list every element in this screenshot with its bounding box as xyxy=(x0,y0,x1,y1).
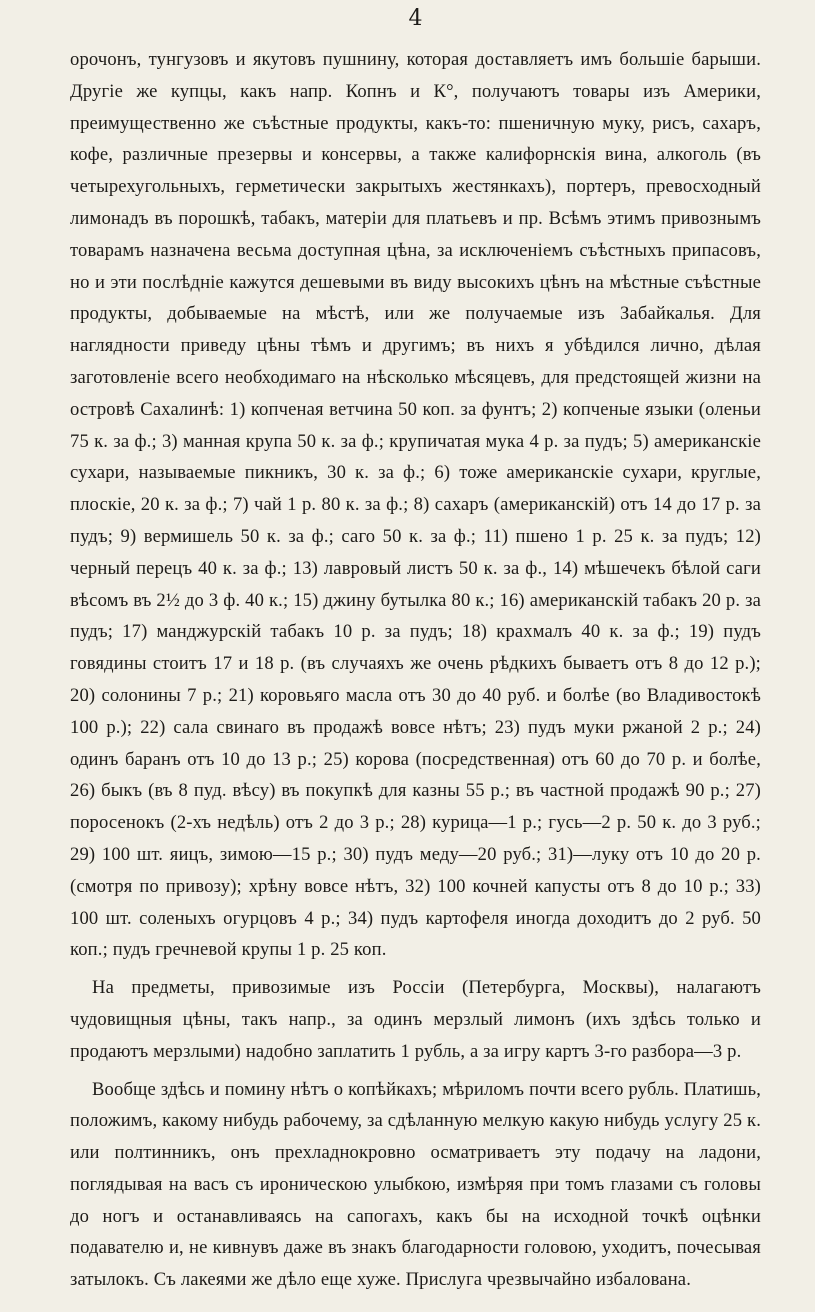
paragraph-prices: орочонъ, тунгузовъ и якутовъ пушнину, которая доставляетъ имъ большіе барыши. Другіе же купцы, какъ напр. Копнъ и К°, получаютъ товары изъ Америки, преимущественно же съѣстные продукты, какъ-то: пшеничную муку, рисъ, сахаръ, кофе, различные презервы и консервы, а также калифорнскія вина, алкоголь (въ четырехугольныхъ, герметически закрытыхъ жестянкахъ), портеръ, превосходный лимонадъ въ порошкѣ, табакъ, матеріи для платьевъ и пр. Всѣмъ этимъ привознымъ товарамъ назначена весьма доступная цѣна, за исключеніемъ съѣстныхъ припасовъ, но и эти послѣдніе кажутся дешевыми въ виду высокихъ цѣнъ на мѣстные съѣстные продукты, добываемые на мѣстѣ, или же получаемые изъ Забайкалья. Для наглядности приведу цѣны тѣмъ и другимъ; въ нихъ я убѣдился лично, дѣлая заготовленіе всего необходимаго на нѣсколько мѣсяцевъ, для предстоящей жизни на островѣ Сахалинѣ: 1) копченая ветчина 50 коп. за фунтъ; 2) копченые языки (оленьи 75 к. за ф.; 3) манная крупа 50 к. за ф.; крупичатая мука 4 р. за пудъ; 5) американскіе сухари, называемые пикникъ, 30 к. за ф.; 6) тоже американскіе сухари, круглые, плоскіе, 20 к. за ф.; 7) чай 1 р. 80 к. за ф.; 8) сахаръ (американскій) отъ 14 до 17 р. за пудъ; 9) вермишель 50 к. за ф.; саго 50 к. за ф.; 11) пшено 1 р. 25 к. за пудъ; 12) черный перецъ 40 к. за ф.; 13) лавровый листъ 50 к. за ф., 14) мѣшечекъ бѣлой саги вѣсомъ въ 2½ до 3 ф. 40 к.; 15) джину бутылка 80 к.; 16) американскій табакъ 20 р. за пудъ; 17) манджурскій табакъ 10 р. за пудъ; 18) крахмалъ 40 к. за ф.; 19) пудъ говядины стоитъ 17 и 18 р. (въ случаяхъ же очень рѣдкихъ бываетъ отъ 8 до 12 р.); 20) солонины 7 р.; 21) коровьяго масла отъ 30 до 40 руб. и болѣе (во Владивостокѣ 100 р.); 22) сала свинаго въ продажѣ вовсе нѣтъ; 23) пудъ муки ржаной 2 р.; 24) одинъ баранъ отъ 10 до 13 р.; 25) корова (посредственная) отъ 60 до 70 р. и болѣе, 26) быкъ (въ 8 пуд. вѣсу) въ покупкѣ для казны 55 р.; въ частной продажѣ 90 р.; 27) поросенокъ (2-хъ недѣль) отъ 2 до 3 р.; 28) курица—1 р.; гусь—2 р. 50 к. до 3 руб.; 29) 100 шт. яицъ, зимою—15 р.; 30) пудъ меду—20 руб.; 31)—луку отъ 10 до 20 р. (смотря по привозу); хрѣну вовсе нѣтъ, 32) 100 кочней капусты отъ 8 до 10 р.; 33) 100 шт. соленыхъ огурцовъ 4 р.; 34) пудъ картофеля иногда доходитъ до 2 руб. 50 коп.; пудъ гречневой крупы 1 р. 25 коп. xyxy=(70,49,761,961)
page-number: 4 xyxy=(408,6,423,31)
paragraph-kopecks: Вообще здѣсь и помину нѣтъ о копѣйкахъ; мѣриломъ почти всего рубль. Платишь, положимъ, какому нибудь рабочему, за сдѣланную мелкую какую нибудь услугу 25 к. или полтинникъ, онъ прехладнокровно осматриваетъ эту подачу на ладони, поглядывая на васъ съ ироническою улыбкою, измѣряя при томъ глазами съ головы до ногъ и останавливаясь на сапогахъ, какъ бы на исходной точкѣ оцѣнки подавателю и, не кивнувъ даже въ знакъ благодарности головою, уходитъ, почесывая затылокъ. Съ лакеями же дѣло еще хуже. Прислуга чрезвычайно избалована. xyxy=(70,1078,761,1291)
paragraph-russian-goods: На предметы, привозимые изъ Россіи (Петербурга, Москвы), налагаютъ чудовищныя цѣны, такъ напр., за одинъ мерзлый лимонъ (ихъ здѣсь только и продаютъ мерзлыми) надобно заплатить 1 рубль, а за игру картъ 3-го разбора—3 р. xyxy=(70,977,761,1062)
body-text xyxy=(70,44,761,1296)
